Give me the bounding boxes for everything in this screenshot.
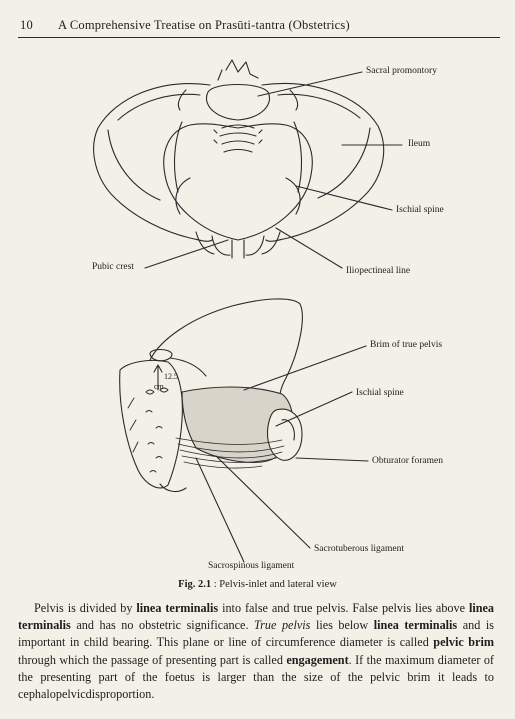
label-measure-value: 12.5 <box>164 372 178 381</box>
text-segment: lies below <box>310 618 374 633</box>
text-segment: . If the maximum diameter of the presenting part of the foetus is larger than the size of the pelvic brim it leads to cephalopelvicdisproportion. <box>18 652 494 702</box>
label-sacrospinous-ligament: Sacrospinous ligament <box>208 561 295 571</box>
label-brim-true-pelvis: Brim of true pelvis <box>370 340 443 350</box>
left-iliac-wing <box>94 84 212 242</box>
leader-sacrospinous <box>196 458 244 562</box>
leader-ischial-spine-top <box>296 186 392 210</box>
text-segment: through which the passage of presenting part is called <box>18 652 287 667</box>
pelvis-inlet-illustration <box>94 60 402 268</box>
label-ischial-spine-lateral: Ischial spine <box>356 388 404 398</box>
caption-text: : Pelvis-inlet and lateral view <box>211 579 337 590</box>
term-true-pelvis: True pelvis <box>254 618 311 633</box>
caption-number: Fig. 2.1 <box>178 579 212 590</box>
term-linea-terminalis: linea terminalis <box>18 601 494 633</box>
text-segment: and is important in child bearing. This plane or line of circumference diameter is called <box>18 618 495 650</box>
leader-sacrotuberous <box>216 456 310 548</box>
right-iliac-wing <box>262 83 384 241</box>
label-measure-unit: cm <box>154 382 164 391</box>
sacral-vertebra <box>206 85 269 121</box>
label-ileum: Ileum <box>408 139 431 149</box>
text-segment: and has no obstetric significance. <box>70 618 255 633</box>
label-obturator-foramen: Obturator foramen <box>372 456 443 466</box>
leader-obturator <box>296 458 368 461</box>
label-pubic-crest: Pubic crest <box>92 262 134 272</box>
term-linea-terminalis: linea terminalis <box>373 618 458 633</box>
term-engagement: engagement <box>286 652 349 667</box>
page-number: 10 <box>20 18 33 32</box>
label-sacrotuberous-ligament: Sacrotuberous ligament <box>314 544 404 554</box>
pubic-symphysis <box>212 236 264 258</box>
figure-caption <box>0 579 515 590</box>
text-segment: Pelvis is divided by <box>34 601 137 615</box>
leader-iliopectineal <box>276 228 342 268</box>
text-segment: into false and true pelvis. False pelvis lies above <box>218 601 469 615</box>
term-pelvic-brim: pelvic brim <box>433 635 494 650</box>
leader-brim <box>244 346 366 390</box>
term-linea-terminalis: linea terminalis <box>136 601 219 615</box>
body-paragraph <box>18 600 494 703</box>
label-ischial-spine-top: Ischial spine <box>396 205 444 215</box>
pelvis-lateral-illustration <box>120 299 368 562</box>
label-iliopectineal-line: Iliopectineal line <box>346 266 411 276</box>
label-sacral-promontory: Sacral promontory <box>366 66 437 76</box>
leader-pubic-crest <box>145 240 228 268</box>
book-title: A Comprehensive Treatise on Prasūti-tantra (Obstetrics) <box>58 18 350 32</box>
